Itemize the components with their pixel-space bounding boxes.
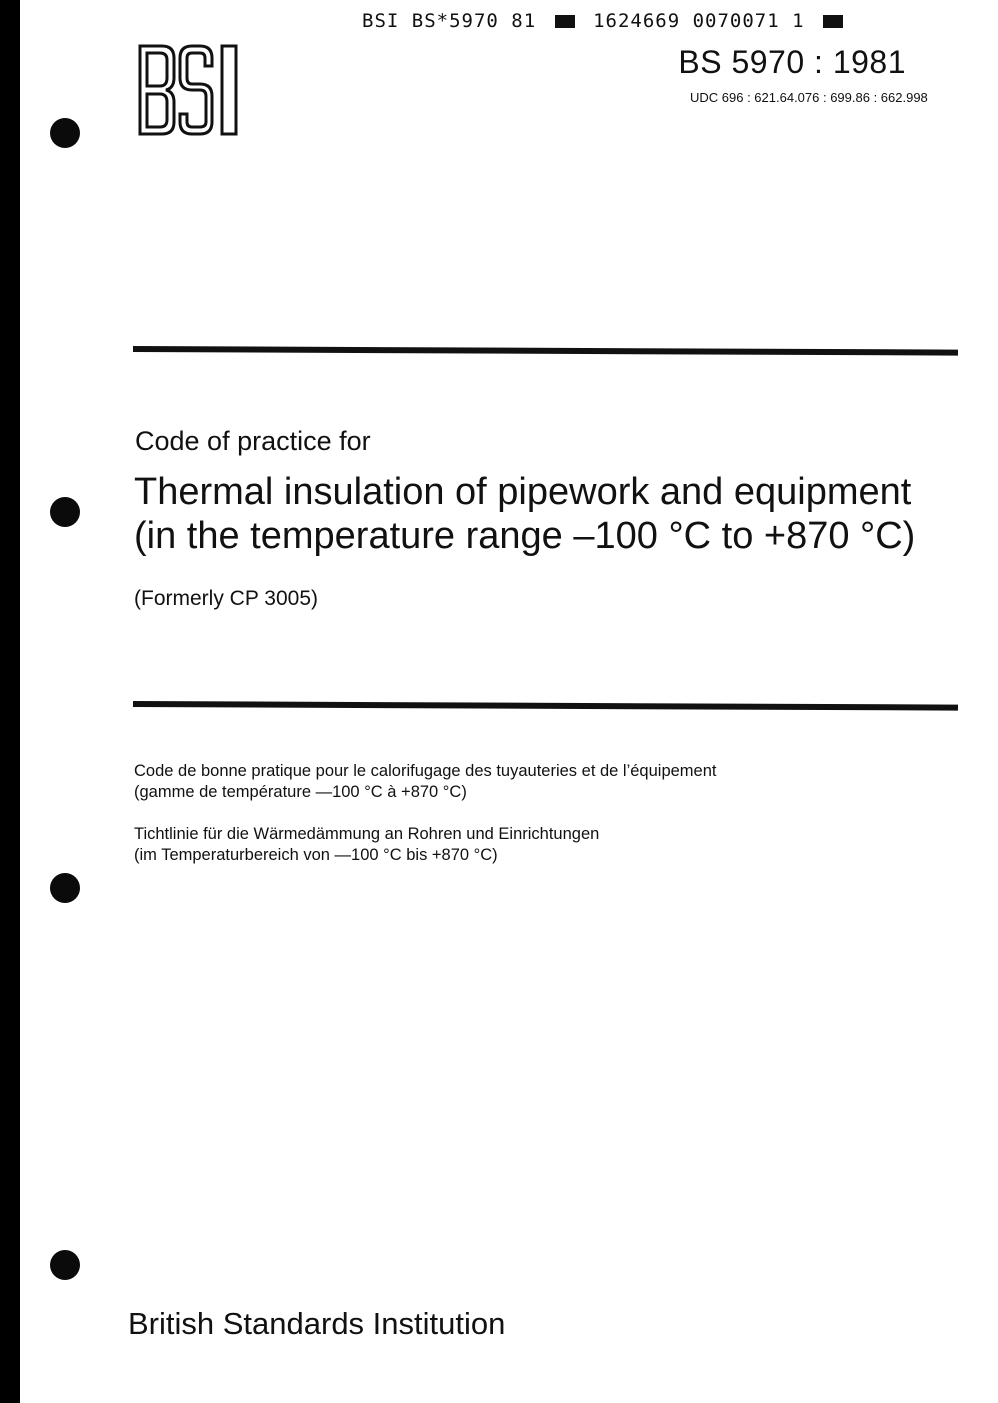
german-title-line1: Tichtlinie für die Wärmedämmung an Rohren und Einrichtungen bbox=[134, 825, 600, 843]
bottom-rule bbox=[133, 701, 958, 711]
document-title-line1: Thermal insulation of pipework and equipment bbox=[134, 471, 912, 513]
udc-classification: UDC 696 : 621.64.076 : 699.86 : 662.998 bbox=[690, 90, 928, 105]
french-title-line2: (gamme de température —100 °C à +870 °C) bbox=[134, 783, 467, 801]
barcode-block-icon bbox=[555, 15, 575, 28]
catalog-code-part2: 1624669 0070071 1 bbox=[593, 10, 805, 32]
barcode-block-icon bbox=[823, 15, 843, 28]
standard-number: BS 5970 : 1981 bbox=[678, 44, 906, 80]
publisher-name: British Standards Institution bbox=[128, 1306, 506, 1341]
scan-left-edge bbox=[0, 0, 20, 1403]
top-rule bbox=[133, 346, 958, 356]
punch-hole bbox=[50, 873, 80, 903]
document-subtitle: Code of practice for bbox=[135, 426, 371, 456]
french-title bbox=[134, 761, 717, 803]
punch-hole bbox=[50, 497, 80, 527]
catalog-code-part1: BSI BS*5970 81 bbox=[362, 10, 537, 32]
german-title bbox=[134, 824, 599, 866]
bsi-logo bbox=[138, 44, 246, 136]
catalog-code-line bbox=[362, 10, 849, 32]
punch-hole bbox=[50, 118, 80, 148]
formerly-note: (Formerly CP 3005) bbox=[134, 587, 318, 610]
german-title-line2: (im Temperaturbereich von —100 °C bis +870 °C) bbox=[134, 846, 498, 864]
document-title-line2: (in the temperature range –100 °C to +870 °C) bbox=[134, 515, 916, 557]
french-title-line1: Code de bonne pratique pour le calorifugage des tuyauteries et de l’équipement bbox=[134, 762, 717, 780]
punch-hole bbox=[50, 1250, 80, 1280]
document-title bbox=[134, 470, 915, 558]
